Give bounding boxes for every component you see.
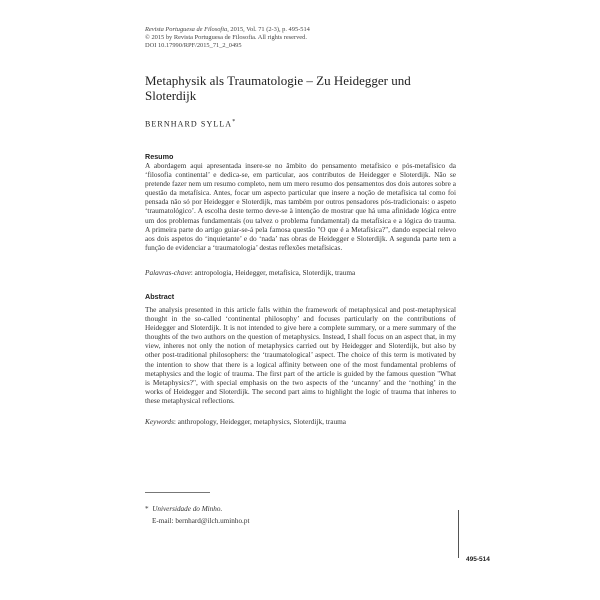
abstract-heading: Abstract bbox=[145, 292, 175, 301]
keywords-label: Keywords bbox=[145, 417, 174, 426]
footnote-divider bbox=[145, 492, 210, 493]
page-number-rule bbox=[458, 510, 459, 558]
resumo-heading: Resumo bbox=[145, 152, 174, 161]
citation-line bbox=[145, 26, 465, 34]
footnote-mark: * bbox=[145, 505, 149, 513]
doi-line: DOI 10.17990/RPF/2015_71_2_0495 bbox=[145, 42, 242, 50]
keywords-list: : anthropology, Heidegger, metaphysics, Sloterdijk, trauma bbox=[173, 417, 347, 426]
keywords-label: Palavras-chave bbox=[145, 268, 191, 277]
author-name: BERNHARD SYLLA bbox=[145, 119, 233, 129]
footnote-affiliation bbox=[145, 505, 222, 514]
article-title: Metaphysik als Traumatologie – Zu Heidegger und Sloterdijk bbox=[145, 73, 411, 103]
affiliation-text: Universidade do Minho. bbox=[152, 505, 223, 513]
article-author bbox=[145, 119, 235, 129]
resumo-text: A abordagem aqui apresentada insere-se no âmbito do pensamento metafísico e pós-metafísico da ‘filosofia continental’ e dedica-se, em particular, aos contributos de Heidegger e Sloterdijk. Não se pretende fazer nem um resumo completo, nem um mero resumo dos pensamentos dos dois autores sobre a questão da metafísica. Antes, focar um aspecto particular que insere a noção de metafísica tal como foi pensada não só por Heidegger e Sloterdijk, mas também por outros pensadores pós-tradicionais: o aspeto ‘traumatológico’. A escolha deste termo deve-se à intenção de mostrar que há uma afinidade lógica entre um dos problemas fundamentais (ou talvez o problema fundamental) da metafísica e a lógica do trauma. A primeira parte do artigo guiar-se-á pela famosa questão "O que é a Metafísica?", dando especial relevo aos dois aspetos do ‘inquietante’ e do ‘nada’ nas obras de Heidegger e Sloterdijk. A segunda parte tem a função de evidenciar a ‘traumatologia’ destas reflexões metafísicas. bbox=[145, 161, 456, 252]
author-footnote-mark: * bbox=[232, 119, 236, 125]
footnote-email: E-mail: bernhard@ilch.uminho.pt bbox=[152, 517, 250, 525]
page-range: 495-514 bbox=[466, 556, 490, 563]
resumo-keywords bbox=[145, 268, 456, 277]
journal-name: Revista Portuguesa de Filosofia bbox=[145, 26, 228, 33]
abstract-keywords bbox=[145, 417, 456, 426]
volume-citation: , 2015, Vol. 71 (2-3), p. 495-514 bbox=[227, 26, 310, 33]
article-metadata bbox=[145, 26, 465, 51]
abstract-text: The analysis presented in this article falls within the framework of metaphysical and post-metaphysical thought in the so-called ‘continental philosophy’ and focuses particularly on the contributions of Heidegger and Sloterdijk. It is not intended to give here a complete summary, or a mere summary of the thoughts of the two authors on the question of metaphysics. Instead, I shall focus on an aspect that, in my view, inheres not only the notion of metaphysics carried out by Heidegger and Sloterdijk, but also by other post-traditional philosophers: the ‘traumatological’ aspect. The choice of this term is motivated by the intention to show that there is a logical affinity between one of the most fundamental problems of metaphysics and the logic of trauma. The first part of the article is guided by the famous question "What is Metaphysics?", with special emphasis on the two aspects of the ‘uncanny’ and the ‘nothing’ in the works of Heidegger and Sloterdijk. The second part aims to highlight the logic of trauma that inheres to these metaphysical reflections. bbox=[145, 305, 456, 405]
keywords-list: : antropologia, Heidegger, metafísica, Sloterdijk, trauma bbox=[190, 268, 356, 277]
copyright-line: © 2015 by Revista Portuguesa de Filosofia. All rights reserved. bbox=[145, 34, 307, 42]
